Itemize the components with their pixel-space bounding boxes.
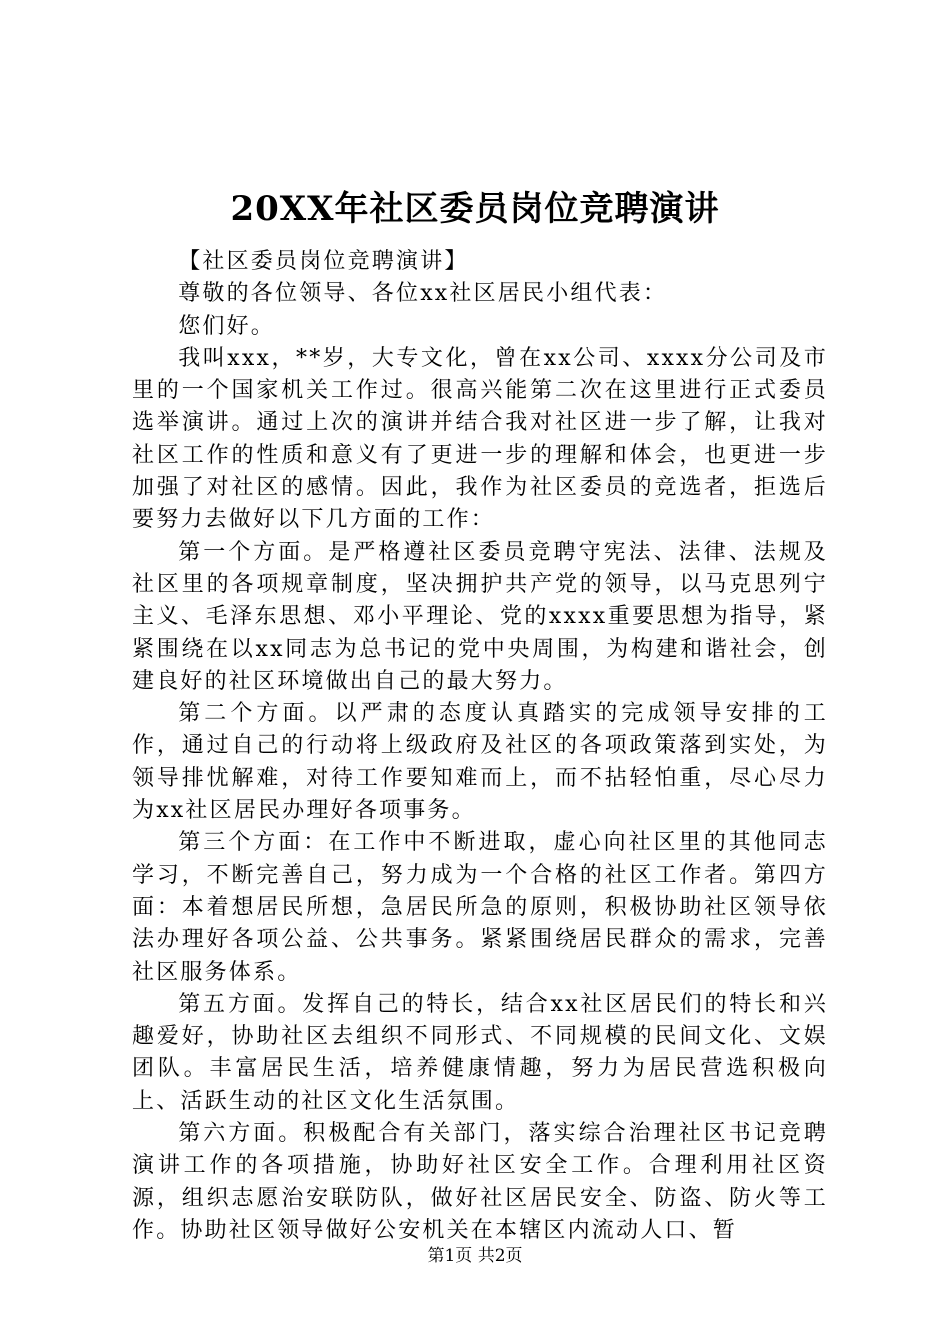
paragraph-aspect-1: 第一个方面。是严格遵社区委员竞聘守宪法、法律、法规及社区里的各项规章制度，坚决拥护共产党的领导，以马克思列宁主义、毛泽东思想、邓小平理论、党的xxxx重要思想为指导，紧紧围绕在以xx同志为总书记的党中央周围，为构建和谐社会，创建良好的社区环境做出自己的最大努力。 (132, 539, 828, 694)
paragraph-heading: 【社区委员岗位竞聘演讲】 (178, 249, 469, 274)
page-footer: 第1页 共2页 (427, 1246, 523, 1266)
document-body (132, 246, 828, 1247)
paragraph-aspect-2: 第二个方面。以严肃的态度认真踏实的完成领导安排的工作，通过自己的行动将上级政府及社区的各项政策落到实处，为领导排忧解难，对待工作要知难而上，而不拈轻怕重，尽心尽力为xx社区居民办理好各项事务。 (132, 701, 828, 824)
paragraph-aspect-6: 第六方面。积极配合有关部门，落实综合治理社区书记竞聘演讲工作的各项措施，协助好社区安全工作。合理利用社区资源，组织志愿治安联防队，做好社区居民安全、防盗、防火等工作。协助社区领导做好公安机关在本辖区内流动人口、暂 (132, 1121, 828, 1243)
paragraph-introduction: 我叫xxx，**岁，大专文化，曾在xx公司、xxxx分公司及市里的一个国家机关工作过。很高兴能第二次在这里进行正式委员选举演讲。通过上次的演讲并结合我对社区进一步了解，让我对社区工作的性质和意义有了更进一步的理解和体会，也更进一步加强了对社区的感情。因此，我作为社区委员的竞选者，拒选后要努力去做好以下几方面的工作： (132, 345, 828, 533)
paragraph-salutation: 尊敬的各位领导、各位xx社区居民小组代表： (178, 281, 668, 307)
paragraph-aspect-5: 第五方面。发挥自己的特长，结合xx社区居民们的特长和兴趣爱好，协助社区去组织不同形式、不同规模的民间文化、文娱团队。丰富居民生活，培养健康情趣，努力为居民营选积极向上、活跃生动的社区文化生活氛围。 (132, 991, 828, 1114)
paragraph-aspect-3-4: 第三个方面：在工作中不断进取，虚心向社区里的其他同志学习，不断完善自己，努力成为一个合格的社区工作者。第四方面：本着想居民所想，急居民所急的原则，积极协助社区领导依法办理好各项公益、公共事务。紧紧围绕居民群众的需求，完善社区服务体系。 (132, 830, 828, 985)
paragraph-greeting: 您们好。 (178, 313, 275, 339)
document-title: 20XX年社区委员岗位竞聘演讲 (230, 189, 720, 229)
